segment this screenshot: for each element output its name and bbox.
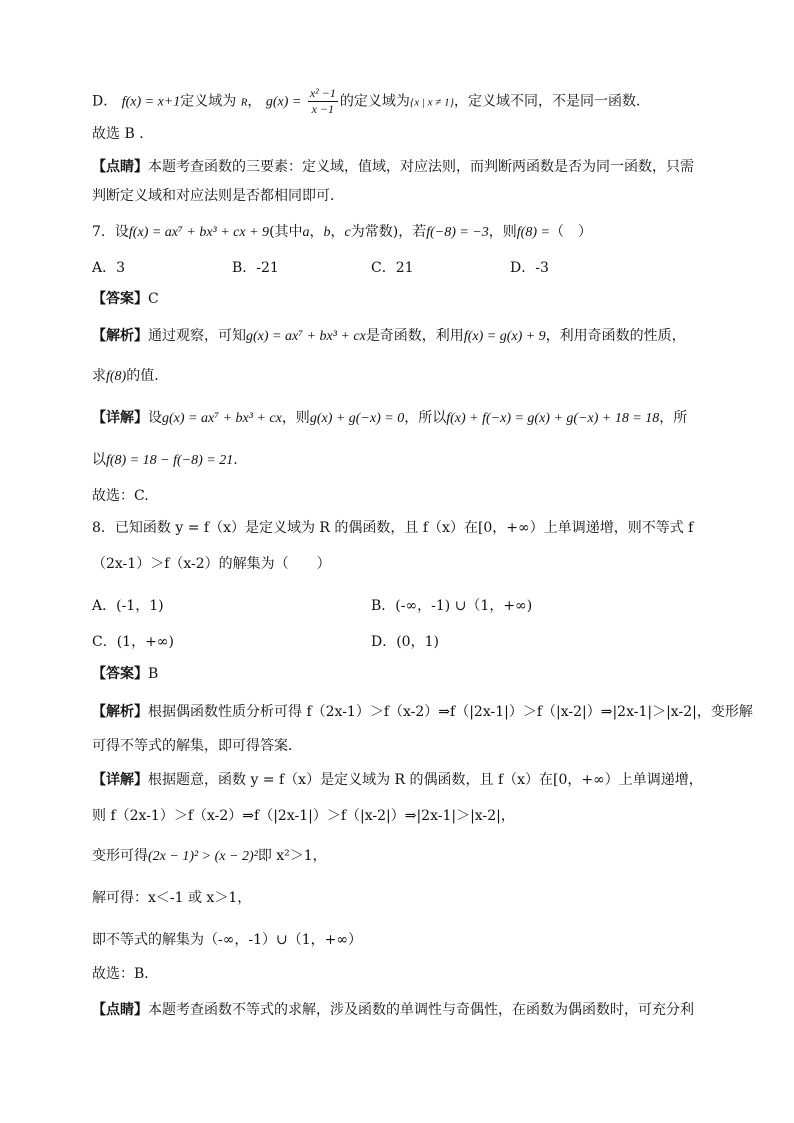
q8-detail-line-1 <box>92 770 703 790</box>
squared-inequality: (2x − 1)² > (x − 2)² <box>148 849 258 864</box>
domain-set: {x | x ≠ 1} <box>409 96 454 109</box>
q8-detail-line-2: 则 f（2x-1）＞f（x-2）⇒f（|2x-1|）＞f（|x-2|）⇒|2x-1|＞|x-2|， <box>92 808 515 824</box>
f-8: f(8) <box>106 369 127 384</box>
q7-option-d: D．-3 <box>510 260 549 276</box>
q7-option-a: A．3 <box>92 260 126 276</box>
answer-blank: （ ） <box>549 224 592 240</box>
question-8-stem-line-1: 8．已知函数 y = f（x）是定义域为 R 的偶函数，且 f（x）在[0，+∞）上单调递增，则不等式 f <box>92 520 694 536</box>
detail-text: 设 <box>148 410 162 426</box>
const-b: b <box>323 225 331 240</box>
separator: ， <box>247 93 262 110</box>
conclusion-text: ，定义域不同，不是同一函数． <box>453 93 650 110</box>
q8-option-a: A．(-1，1) <box>92 598 164 614</box>
g-definition: g(x) = ax⁷ + bx³ + cx <box>246 329 366 344</box>
q8-answer <box>92 664 158 684</box>
comment-line-1 <box>92 157 694 177</box>
answer-tag: 【答案】 <box>92 666 148 682</box>
analysis-text: 求 <box>92 368 106 384</box>
q7-text-1: (其中 <box>269 224 303 240</box>
const-c: c <box>344 225 351 240</box>
comment-text: 本题考查函数不等式的求解，涉及函数的单调性与奇偶性，在函数为偶函数时，可充分利 <box>148 1002 694 1018</box>
q8-option-b: B．(-∞，-1) ∪（1，+∞) <box>371 598 533 614</box>
answer-value: C <box>148 291 159 307</box>
q7-ask: f(8) = <box>516 225 550 240</box>
q8-comment-line <box>92 1000 694 1020</box>
analysis-text: 是奇函数，利用 <box>365 328 464 344</box>
period: . <box>233 452 238 468</box>
q8-choose: 故选：B． <box>92 966 159 982</box>
q7-option-c: C．21 <box>371 260 414 276</box>
detail-text: 以 <box>92 452 106 468</box>
detail-text: ，则 <box>281 410 310 426</box>
option-d-line <box>92 86 650 117</box>
f-expression: f(x) = x+1 <box>121 94 181 110</box>
sum-identity: f(x) + f(−x) = g(x) + g(−x) + 18 = 18 <box>446 411 660 426</box>
question-7-stem <box>92 222 592 243</box>
detail-tag: 【详解】 <box>92 410 148 426</box>
detail-text: ，所以 <box>404 410 447 426</box>
q7-analysis-line-1 <box>92 326 686 347</box>
q7-condition: f(−8) = −3 <box>426 225 489 240</box>
question-8-stem-line-2: （2x-1）＞f（x-2）的解集为（ ） <box>92 556 331 572</box>
q7-detail-line-1 <box>92 408 687 429</box>
analysis-tag: 【解析】 <box>92 704 148 720</box>
analysis-tag: 【解析】 <box>92 328 148 344</box>
detail-text: 根据题意，函数 y = f（x）是定义域为 R 的偶函数，且 f（x）在[0，+∞）上单调递增， <box>148 772 703 788</box>
q7-detail-line-2 <box>92 450 238 471</box>
f-relation: f(x) = g(x) + 9 <box>463 329 546 344</box>
comment-line-2: 判断定义域和对应法则是否都相同即可． <box>92 188 344 204</box>
q8-detail-line-4: 解可得：x＜-1 或 x＞1， <box>92 890 252 906</box>
g-definition: g(x) = ax⁷ + bx³ + cx <box>162 411 282 426</box>
result-expression: f(8) = 18 − f(−8) = 21 <box>106 453 234 468</box>
q8-analysis-line-1 <box>92 702 753 722</box>
domain-text: 定义域为 <box>180 93 237 110</box>
answer-tag: 【答案】 <box>92 291 148 307</box>
q7-option-b: B．-21 <box>232 260 279 276</box>
option-d-prefix: D． <box>92 93 118 110</box>
detail-text: ，所 <box>659 410 688 426</box>
detail-tag: 【详解】 <box>92 772 148 788</box>
analysis-text: 通过观察，可知 <box>148 328 246 344</box>
comma: ， <box>309 224 324 240</box>
q7-text-2: 为常数)，若 <box>350 224 427 240</box>
answer-value: B <box>148 666 159 682</box>
g-fraction <box>308 86 338 117</box>
odd-identity: g(x) + g(−x) = 0 <box>309 411 405 426</box>
detail-text: 即 x²＞1， <box>257 848 327 864</box>
q7-function: f(x) = ax⁷ + bx³ + cx + 9 <box>128 225 270 240</box>
analysis-text: 的值. <box>126 368 159 384</box>
q8-option-d: D．(0，1) <box>371 634 439 650</box>
q8-analysis-line-2: 可得不等式的解集，即可得答案． <box>92 738 302 754</box>
fraction-numerator: x² −1 <box>309 86 336 100</box>
analysis-text: 根据偶函数性质分析可得 f（2x-1）＞f（x-2）⇒f（|2x-1|）＞f（|x-2|）⇒|2x-1|＞|x-2|，变形解 <box>148 704 753 720</box>
fraction-denominator: x −1 <box>311 102 335 116</box>
domain-text-2: 的定义域为 <box>339 93 410 110</box>
q7-text-3: ，则 <box>488 224 517 240</box>
q8-option-c: C．(1，+∞) <box>92 634 174 650</box>
comment-tag: 【点睛】 <box>92 159 148 175</box>
q8-detail-line-5: 即不等式的解集为（-∞，-1）∪（1，+∞） <box>92 932 363 948</box>
detail-text: 变形可得 <box>92 848 148 864</box>
const-a: a <box>302 225 310 240</box>
analysis-text: ，利用奇函数的性质， <box>545 328 686 344</box>
question-7-number: 7．设 <box>92 224 129 240</box>
set-r: R <box>240 96 248 109</box>
comment-text: 本题考查函数的三要素：定义域，值域，对应法则，而判断两函数是否为同一函数，只需 <box>148 159 694 175</box>
comment-tag: 【点睛】 <box>92 1002 148 1018</box>
choose-b-line: 故选 B ． <box>92 126 154 142</box>
g-lhs: g(x) = <box>265 94 302 110</box>
comma: ， <box>330 224 345 240</box>
q8-detail-line-3 <box>92 846 327 867</box>
q7-answer <box>92 289 159 309</box>
q7-analysis-line-2 <box>92 366 159 387</box>
q7-choose: 故选：C. <box>92 488 149 504</box>
